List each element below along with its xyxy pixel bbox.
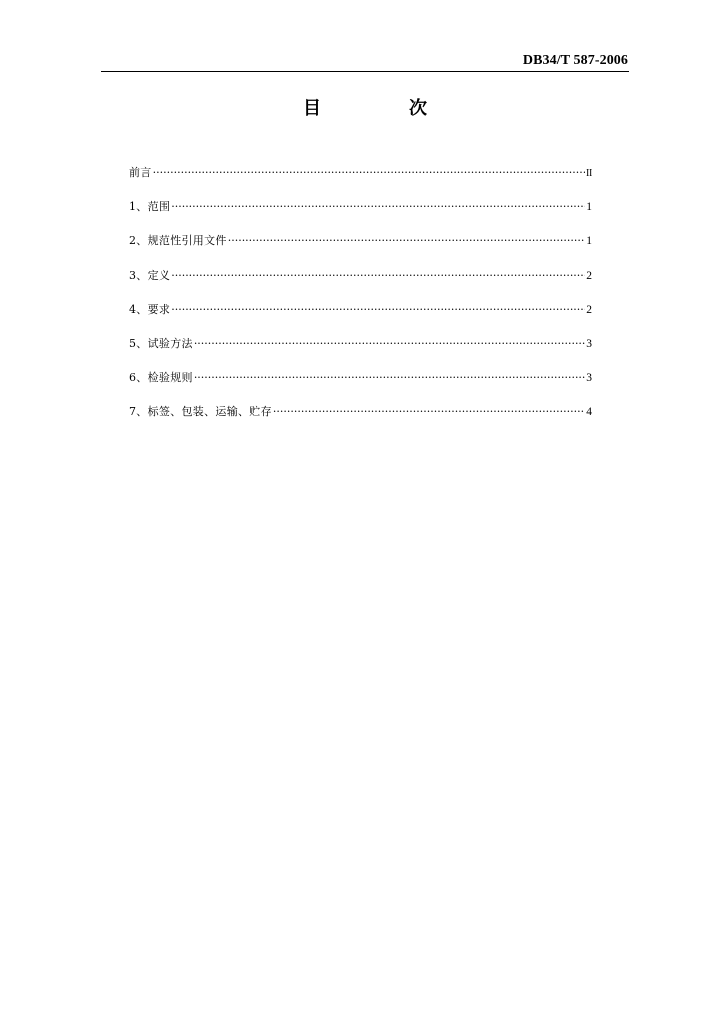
toc-dot-leader [194, 336, 585, 352]
toc-page-number: 1 [586, 235, 592, 248]
toc-page-number: 3 [586, 372, 592, 385]
toc-dot-leader [194, 370, 585, 386]
toc-entry-label: 7、标签、包装、运输、贮存 [129, 405, 272, 419]
toc-entry-label: 前言 [129, 166, 152, 179]
toc-page-number: 3 [586, 337, 592, 350]
toc-page-number: II [585, 168, 592, 179]
toc-dot-leader [228, 233, 586, 249]
toc-dot-leader [171, 302, 585, 318]
toc-entry-test-methods[interactable] [129, 336, 592, 370]
toc-dot-leader [273, 404, 585, 420]
toc-entry-definitions[interactable] [129, 268, 592, 302]
toc-entry-label: 5、试验方法 [129, 336, 193, 350]
document-code: DB34/T 587-2006 [522, 53, 628, 68]
toc-dot-leader [171, 268, 585, 284]
toc-page-number: 2 [586, 269, 592, 282]
toc-entry-label: 6、检验规则 [129, 371, 193, 385]
toc-entry-requirements[interactable] [129, 302, 592, 336]
table-of-contents [129, 165, 592, 439]
toc-entry-label: 2、规范性引用文件 [129, 234, 227, 248]
title-char-1: 目 [303, 98, 321, 119]
toc-entry-scope[interactable] [129, 199, 592, 233]
toc-entry-label: 4、要求 [129, 302, 171, 316]
toc-dot-leader [171, 199, 585, 215]
toc-entry-normative-references[interactable] [129, 233, 592, 267]
page-title [0, 94, 724, 122]
toc-dot-leader [153, 165, 585, 181]
toc-entry-labeling-packaging[interactable] [129, 404, 592, 438]
toc-entry-inspection-rules[interactable] [129, 370, 592, 404]
toc-page-number: 1 [586, 201, 592, 214]
toc-page-number: 4 [586, 406, 592, 419]
toc-page-number: 2 [586, 303, 592, 316]
toc-entry-label: 3、定义 [129, 268, 171, 282]
header-rule [101, 71, 629, 72]
toc-entry-foreword[interactable] [129, 165, 592, 199]
toc-entry-label: 1、范围 [129, 200, 171, 214]
title-char-2: 次 [409, 98, 427, 119]
